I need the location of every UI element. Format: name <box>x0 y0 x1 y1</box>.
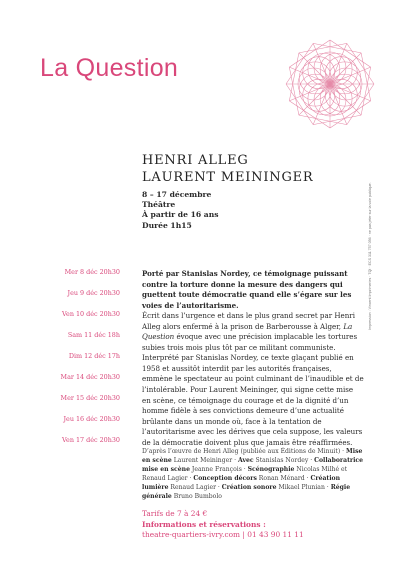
credits <box>142 448 364 501</box>
director-name: LAURENT MEININGER <box>142 170 314 185</box>
duration: Durée 1h15 <box>142 220 192 230</box>
date-item: Jeu 16 déc 20h30 <box>63 415 120 423</box>
date-range: 8 – 17 décembre <box>142 190 212 199</box>
price-range: Tarifs de 7 à 24 € <box>142 509 208 518</box>
description-title-italic: La Question <box>142 321 353 342</box>
credit-value: Jeanne François · <box>189 465 248 473</box>
credit-value: Nicolas Milhé et Renaud Lagier · <box>142 465 348 482</box>
credit-value: Laurent Meininger · <box>171 456 238 464</box>
credit-value: Ronan Ménard · <box>256 474 311 482</box>
credit-label: Collaboratrice mise en scène <box>142 456 363 473</box>
artist-names <box>142 152 314 186</box>
credit-label: Avec <box>237 456 254 464</box>
credit-label: Mise en scène <box>142 448 363 464</box>
date-item: Ven 10 déc 20h30 <box>62 310 120 318</box>
age-rating: À partir de 16 ans <box>142 210 219 220</box>
page-title: La Question <box>40 54 179 82</box>
date-item: Mer 15 déc 20h30 <box>60 394 120 402</box>
show-info <box>142 190 219 231</box>
description-body-1: Écrit dans l’urgence et dans le plus grand secret par Henri Alleg alors enfermé à la prison de Barberousse à Alger, <box>142 311 355 331</box>
booking-label: Informations et réservations : <box>142 519 266 529</box>
credit-label: Création sonore <box>221 483 277 491</box>
ticket-info <box>142 509 304 541</box>
description-body-2: évoque avec une précision implacable les tortures subies trois mois plus tôt par ce militant communiste. Interprété par Stanislas Nordey, ce texte glaçant publié en 1958 et aussitôt interdit par les autorités françaises, emmène le spectateur au point culminant de l’inaudible et de l’intolérable. Pour Laurent Meininger, qui signe cette mise en scène, ce témoignage du courage et de la dignité d’un homme fidèle à ses convictions demeure d’une actualité brûlante dans un monde où, face à la tentation de l’autoritarisme avec les dérives que cela suppose, les valeurs de la démocratie doivent plus que jamais être réaffirmées. <box>142 332 364 447</box>
genre: Théâtre <box>142 200 176 210</box>
date-item: Ven 17 déc 20h30 <box>62 436 120 444</box>
credit-label: Scénographie <box>247 465 295 473</box>
description <box>142 269 364 448</box>
printer-imprint: Impression : Vincent Imprimeries · TQI · ECS 311 757 056 · ne pas jeter sur la voie publique. <box>368 182 372 330</box>
credit-value: D’après l’œuvre de Henri Alleg (publiée aux Éditions de Minuit) · <box>142 448 347 455</box>
credit-value: Stanislas Nordey · <box>253 456 315 464</box>
date-item: Mer 8 déc 20h30 <box>64 268 120 276</box>
author-name: HENRI ALLEG <box>142 153 249 168</box>
date-item: Mar 14 déc 20h30 <box>60 373 120 381</box>
date-item: Sam 11 déc 18h <box>67 331 120 339</box>
credit-label: Création lumière <box>142 474 341 491</box>
credit-value: Mikael Plunian · <box>276 483 331 491</box>
credit-label: Conception décors <box>193 474 257 482</box>
starburst-ornament <box>275 22 380 142</box>
date-item: Dim 12 déc 17h <box>68 352 120 360</box>
date-item: Jeu 9 déc 20h30 <box>67 289 120 297</box>
credit-value: Renaud Lagier · <box>168 483 222 491</box>
credit-value: Bruno Bumbolo <box>171 492 222 500</box>
booking-contact: theatre-quartiers-ivry.com | 01 43 90 11 11 <box>142 530 304 539</box>
credit-label: Régie générale <box>142 483 351 500</box>
description-lead: Porté par Stanislas Nordey, ce témoignage puissant contre la torture donne la mesure des dangers qui guettent toute démocratie quand elle s’égare sur les voies de l’autoritarisme. <box>142 269 352 310</box>
